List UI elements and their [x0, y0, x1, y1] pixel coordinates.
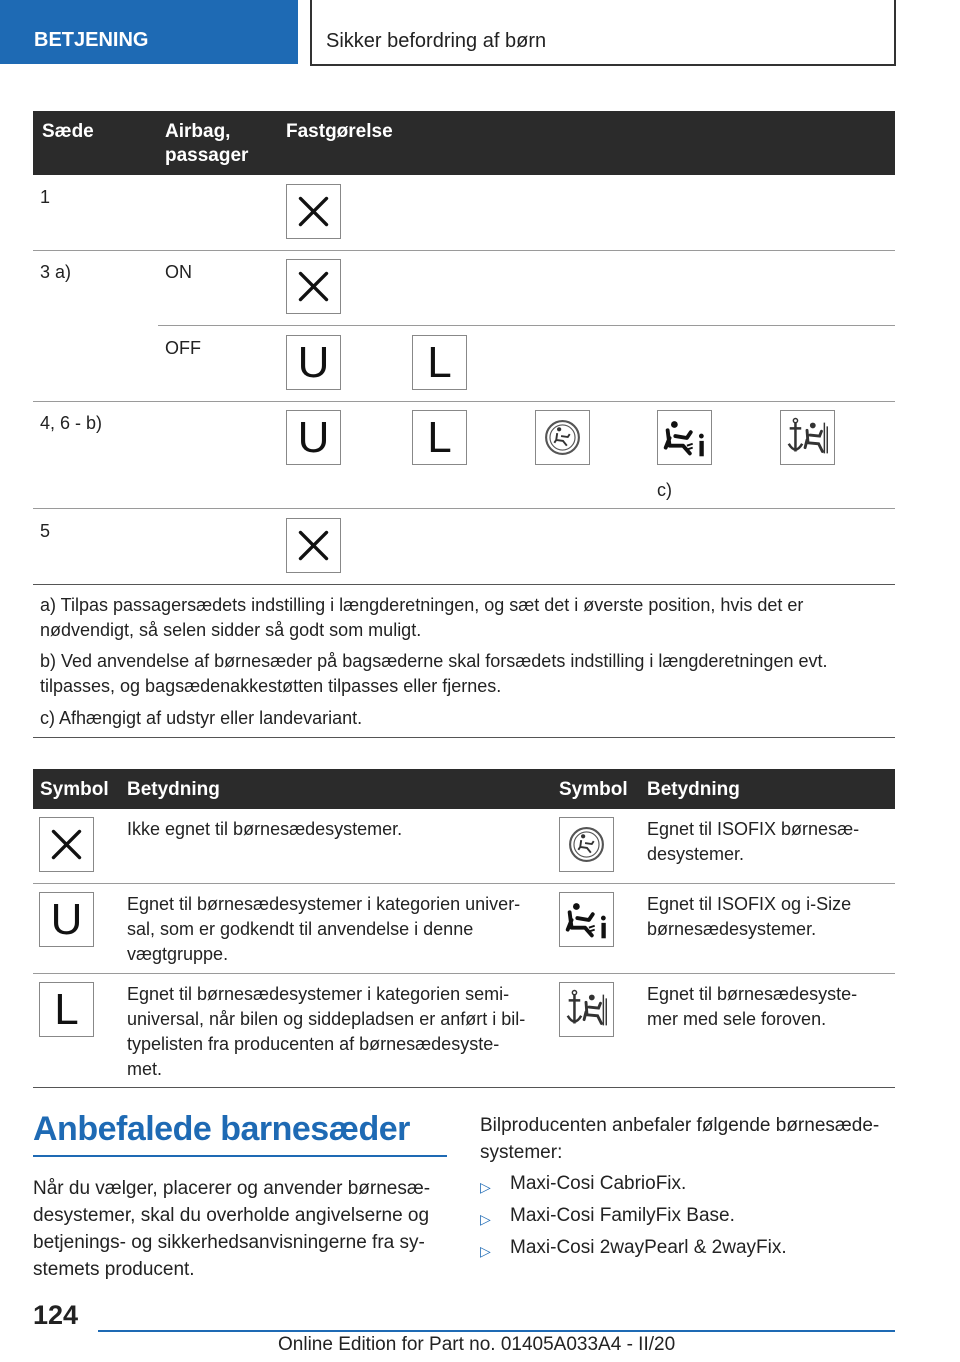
divider	[33, 973, 895, 974]
not-suitable-icon	[39, 817, 94, 872]
row2-seat: 3 a)	[40, 262, 72, 282]
meaning-semi-line3: typelisten fra producenten af børnesædesyste-	[127, 1034, 500, 1054]
section-tab: BETJENING	[0, 0, 298, 64]
footer-rule	[98, 1330, 895, 1332]
meaning-isize-line2: børnesædesystemer.	[647, 919, 817, 939]
universal-u-icon: U	[286, 335, 341, 390]
meaning-isize-line1: Egnet til ISOFIX og i-Size	[647, 894, 852, 914]
meaning-semi-line4: met.	[127, 1059, 163, 1079]
meaning-universal-line1: Egnet til børnesædesystemer i kategorien univer-	[127, 894, 521, 914]
meaning-not-suitable: Ikke egnet til børnesædesystemer.	[127, 819, 403, 839]
list-item-text: Maxi-Cosi CabrioFix.	[510, 1173, 687, 1194]
list-item-text: Maxi-Cosi 2wayPearl & 2wayFix.	[510, 1237, 787, 1258]
section-body	[33, 1175, 453, 1283]
isize-icon	[657, 410, 712, 465]
col-header-meaning: Betydning	[127, 779, 220, 800]
page-number: 124	[33, 1300, 79, 1330]
meaning-isofix	[647, 817, 887, 867]
meaning-isize	[647, 892, 887, 942]
not-suitable-icon	[286, 184, 341, 239]
divider	[33, 883, 895, 884]
isize-icon	[559, 892, 614, 947]
divider	[33, 737, 895, 738]
divider	[33, 1087, 895, 1088]
meaning-semi-universal	[127, 982, 552, 1082]
isofix-icon	[535, 410, 590, 465]
divider	[158, 325, 895, 326]
universal-u-icon: U	[39, 892, 94, 947]
footer-edition: Online Edition for Part no. 01405A033A4 - II/20	[278, 1334, 676, 1355]
chapter-title: Sikker befordring af børn	[310, 0, 896, 66]
table2-header	[33, 769, 895, 809]
body-line-1: Når du vælger, placerer og anvender børnesæ-	[33, 1178, 431, 1199]
col-header-seat: Sæde	[42, 121, 94, 142]
row5-seat: 5	[40, 521, 51, 541]
divider	[33, 584, 895, 585]
semi-universal-l-icon: L	[39, 982, 94, 1037]
recommendation-intro	[480, 1112, 895, 1166]
bullet-triangle-icon: ▷	[480, 1211, 491, 1227]
col-header-symbol-2: Symbol	[559, 779, 628, 800]
divider	[33, 508, 895, 509]
meaning-semi-line1: Egnet til børnesædesystemer i kategorien semi-	[127, 984, 510, 1004]
page-header	[0, 0, 960, 66]
meaning-universal-line2: sal, som er godkendt til anvendelse i denne	[127, 919, 474, 939]
belt-forward-icon	[559, 982, 614, 1037]
row4-seat: 4, 6 - b)	[40, 413, 103, 433]
heading-underline	[33, 1155, 447, 1157]
bullet-triangle-icon: ▷	[480, 1243, 491, 1259]
row2-airbag: ON	[165, 262, 192, 282]
section-heading: Anbefalede barnesæder	[33, 1110, 410, 1148]
meaning-semi-line2: universal, når bilen og siddepladsen er anført i bil-	[127, 1009, 526, 1029]
body-line-4: stemets producent.	[33, 1259, 195, 1280]
meaning-isofix-line1: Egnet til ISOFIX børnesæ-	[647, 819, 860, 839]
list-item-text: Maxi-Cosi FamilyFix Base.	[510, 1205, 735, 1226]
meaning-belt-forward	[647, 982, 887, 1032]
isofix-icon	[559, 817, 614, 872]
footnote-a: a) Tilpas passagersædets indstilling i længderetningen, og sæt det i øverste position, hvis det er nødvendigt, så selen sidder så godt som muligt.	[40, 595, 804, 640]
table1-header	[33, 111, 895, 175]
not-suitable-icon	[286, 518, 341, 573]
not-suitable-icon	[286, 259, 341, 314]
belt-forward-icon	[780, 410, 835, 465]
semi-universal-l-icon: L	[412, 335, 467, 390]
meaning-belt-line1: Egnet til børnesædesyste-	[647, 984, 858, 1004]
col-header-airbag: Airbag, passager	[165, 121, 249, 166]
col-header-meaning-2: Betydning	[647, 779, 740, 800]
col-header-fastening: Fastgørelse	[286, 121, 393, 142]
body-line-3: betjenings- og sikkerhedsanvisningerne fra sy-	[33, 1232, 425, 1253]
intro-line-1: Bilproducenten anbefaler følgende børnesæde-	[480, 1115, 880, 1136]
body-line-2: desystemer, skal du overholde angivelserne og	[33, 1205, 430, 1226]
row4-icon-note: c)	[657, 480, 672, 500]
meaning-belt-line2: mer med sele foroven.	[647, 1009, 827, 1029]
meaning-isofix-line2: desystemer.	[647, 844, 745, 864]
col-header-symbol: Symbol	[40, 779, 109, 800]
meaning-universal-line3: vægtgruppe.	[127, 944, 229, 964]
footnote-b: b) Ved anvendelse af børnesæder på bagsæderne skal forsædets indstilling i længderetningen evt. tilpasses, og bagsædenakkestøtten tilpasses eller fjernes.	[40, 651, 828, 696]
divider	[33, 401, 895, 402]
semi-universal-l-icon: L	[412, 410, 467, 465]
divider	[33, 250, 895, 251]
row1-seat: 1	[40, 187, 51, 207]
row3-airbag: OFF	[165, 338, 201, 358]
universal-u-icon: U	[286, 410, 341, 465]
footnote-c: c) Afhængigt af udstyr eller landevariant.	[40, 708, 363, 728]
meaning-universal	[127, 892, 552, 967]
bullet-triangle-icon: ▷	[480, 1179, 491, 1195]
intro-line-2: systemer:	[480, 1142, 563, 1163]
